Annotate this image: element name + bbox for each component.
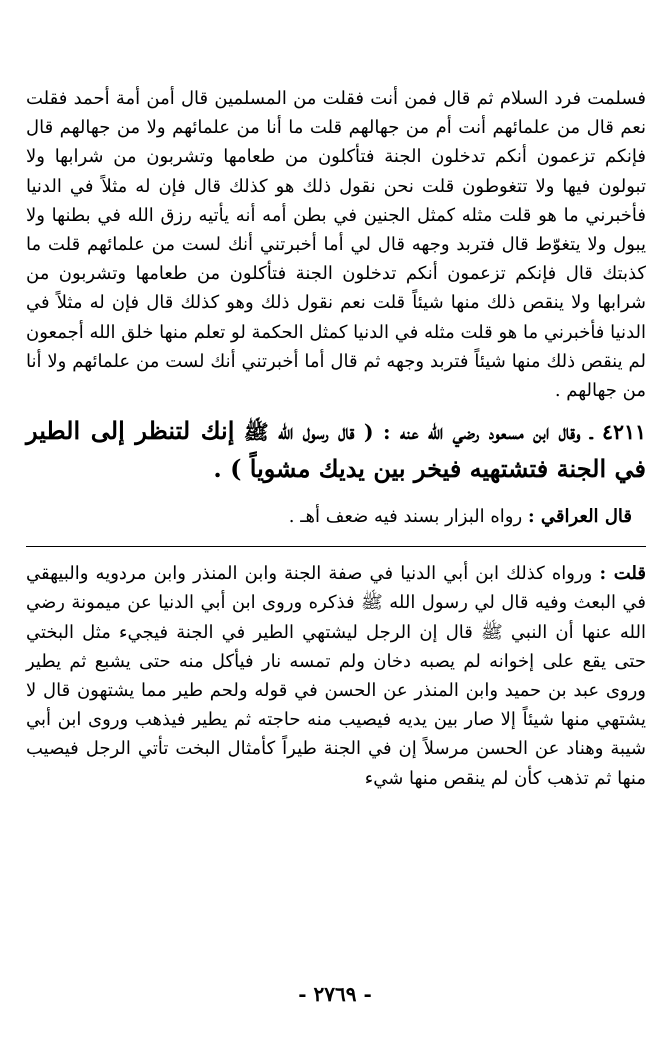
qult-paragraph: [26, 559, 646, 793]
page-number: - ٢٧٦٩ -: [298, 982, 372, 1006]
body-paragraph-top: فسلمت فرد السلام ثم قال فمن أنت فقلت من المسلمين قال أمن أمة أحمد فقلت نعم قال من علمائهم أنت أم من جهالهم قلت ما أنا من علمائهم ولا من جهالهم قال فإنكم تزعمون أنكم تدخلون الجنة فتأكلون من طعامها وتشربون من شرابها ولا تبولون فيها ولا تتغوطون قلت نحن نقول ذلك هو كذلك قال فإن له مثلاً في الدنيا فأخبرني ما هو قلت مثله كمثل الجنين في بطن أمه أنه يأتيه رزق الله في بطنها ولا يبول ولا يتغوّط قال فتربد وجهه قال لي أما أخبرتني أنك لست من علمائهم قلت ما كذبتك قال فإنكم تزعمون أنكم تدخلون الجنة فتأكلون من طعامها وتشربون من شرابها ولا ينقص ذلك منها شيئاً قلت نعم نقول ذلك وهو كذلك قال فإن له مثلاً في الدنيا فأخبرني ما هو قلت مثله في الدنيا كمثل الحكمة لو تعلم منها خلق الله أجمعون لم ينقص ذلك منها شيئاً فتربد وجهه ثم قال أما أخبرتني أنك لست من علمائهم ولا أنا من جهالهم .: [26, 88, 646, 402]
hadith-intro: ـ وقال ابن مسعود رضي الله عنه : ( قال رسول الله ﷺ: [243, 420, 593, 445]
hadith-block: [26, 413, 646, 488]
qult-label: قلت :: [599, 563, 646, 585]
iraqi-text: رواه البزار بسند فيه ضعف أهـ .: [288, 506, 523, 528]
hadith-number: ٤٢١١: [601, 420, 647, 445]
hadith-text: إنك لتنظر إلى الطير في الجنة فتشتهيه فيخر بين يديك مشوياً ) .: [26, 416, 646, 483]
qult-text: ورواه كذلك ابن أبي الدنيا في صفة الجنة وابن المنذر وابن مردويه والبيهقي في البعث وفيه قال لي رسول الله ﷺ فذكره وروى ابن أبي الدنيا عن ميمونة رضي الله عنها أن النبي ﷺ قال إن الرجل ليشتهي الطير في الجنة فيجيء مثل البختي حتى يقع على إخوانه لم يصبه دخان ولم تمسه نار فيأكل منه حتى يشبع ثم يطير وروى عبد بن حميد وابن المنذر عن الحسن في قوله ولحم طير مما يشتهون قال لا يشتهي منها شيئاً إلا صار بين يديه فيصيب منه حاجته ثم يطير فيذهب وروى ابن أبي شيبة وهناد عن الحسن مرسلاً إن في الجنة طيراً كأمثال البخت تأتي الرجل فيصيب منها ثم تذهب كأن لم ينقص منها شيء: [26, 563, 646, 789]
section-divider: [26, 546, 646, 547]
iraqi-note: [26, 502, 646, 532]
iraqi-label: قال العراقي :: [527, 506, 632, 528]
page-content: [26, 84, 646, 793]
